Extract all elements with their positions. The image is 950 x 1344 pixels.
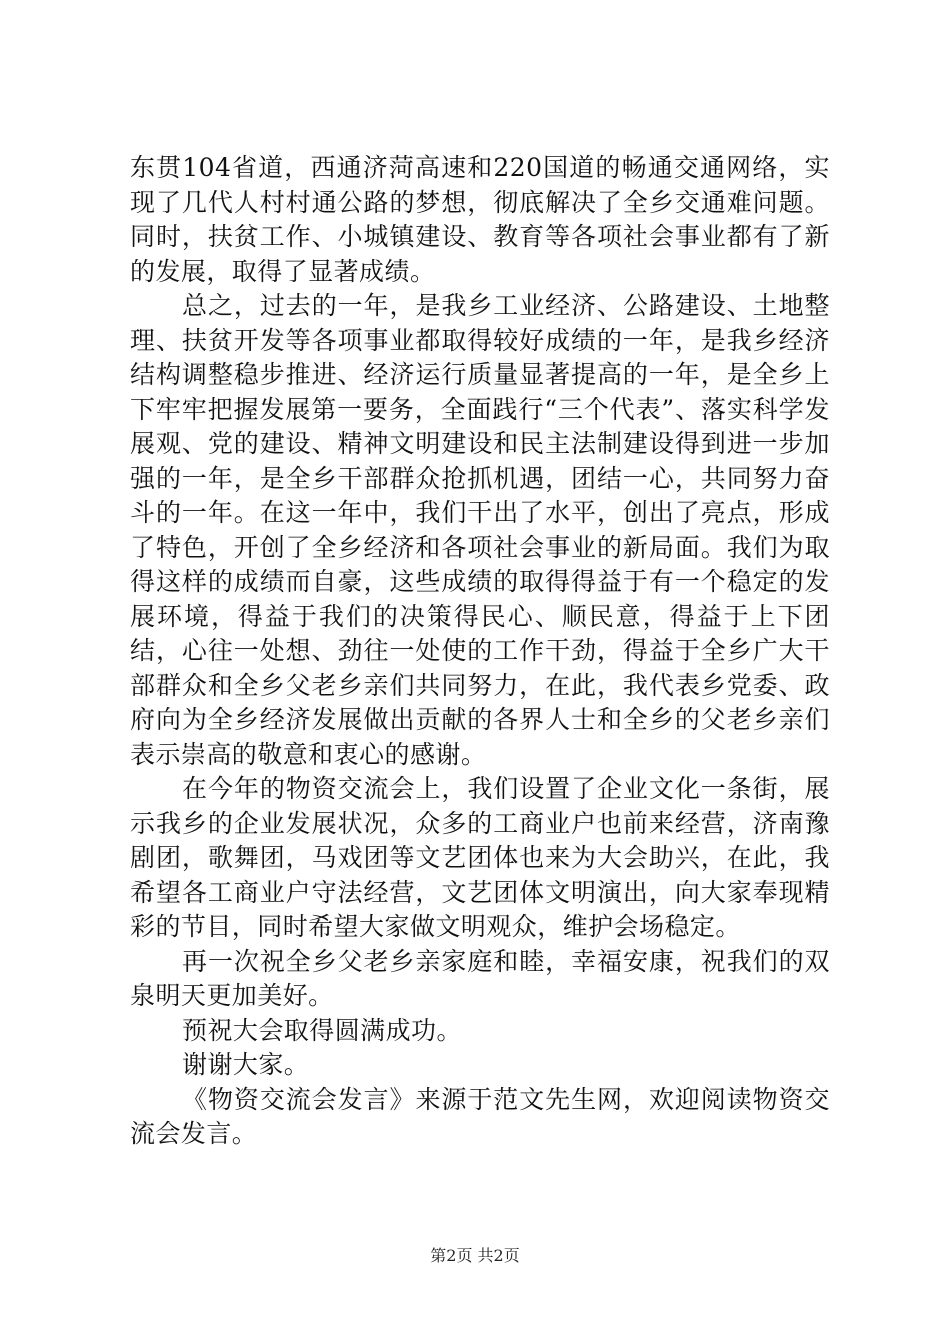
paragraph-4: 再一次祝全乡父老乡亲家庭和睦，幸福安康，祝我们的双泉明天更加美好。: [130, 946, 830, 1010]
paragraph-7: 《物资交流会发言》来源于范文先生网，欢迎阅读物资交流会发言。: [130, 1084, 830, 1148]
paragraph-1: 东贯104省道，西通济菏高速和220国道的畅通交通网络，实现了几代人村村通公路的梦想，彻底解决了全乡交通难问题。同时，扶贫工作、小城镇建设、教育等各项社会事业都有了新的发展，取得了显著成绩。: [130, 153, 830, 286]
paragraph-6: 谢谢大家。: [182, 1050, 310, 1079]
document-body: [130, 151, 830, 1152]
paragraph-2: 总之，过去的一年，是我乡工业经济、公路建设、土地整理、扶贫开发等各项事业都取得较好成绩的一年，是我乡经济结构调整稳步推进、经济运行质量显著提高的一年，是全乡上下牢牢把握发展第一要务，全面践行“三个代表”、落实科学发展观、党的建设、精神文明建设和民主法制建设得到进一步加强的一年，是全乡干部群众抢抓机遇，团结一心，共同努力奋斗的一年。在这一年中，我们干出了水平，创出了亮点，形成了特色，开创了全乡经济和各项社会事业的新局面。我们为取得这样的成绩而自豪，这些成绩的取得得益于有一个稳定的发展环境，得益于我们的决策得民心、顺民意，得益于上下团结，心往一处想、劲往一处使的工作干劲，得益于全乡广大干部群众和全乡父老乡亲们共同努力，在此，我代表乡党委、政府向为全乡经济发展做出贡献的各界人士和全乡的父老乡亲们表示崇高的敬意和衷心的感谢。: [130, 291, 830, 769]
page-number-footer: 第2页 共2页: [430, 1246, 520, 1265]
paragraph-5: 预祝大会取得圆满成功。: [182, 1015, 462, 1045]
paragraph-3: 在今年的物资交流会上，我们设置了企业文化一条街，展示我乡的企业发展状况，众多的工商业户也前来经营，济南豫剧团，歌舞团，马戏团等文艺团体也来为大会助兴，在此，我希望各工商业户守法经营，文艺团体文明演出，向大家奉现精彩的节目，同时希望大家做文明观众，维护会场稳定。: [130, 774, 830, 941]
